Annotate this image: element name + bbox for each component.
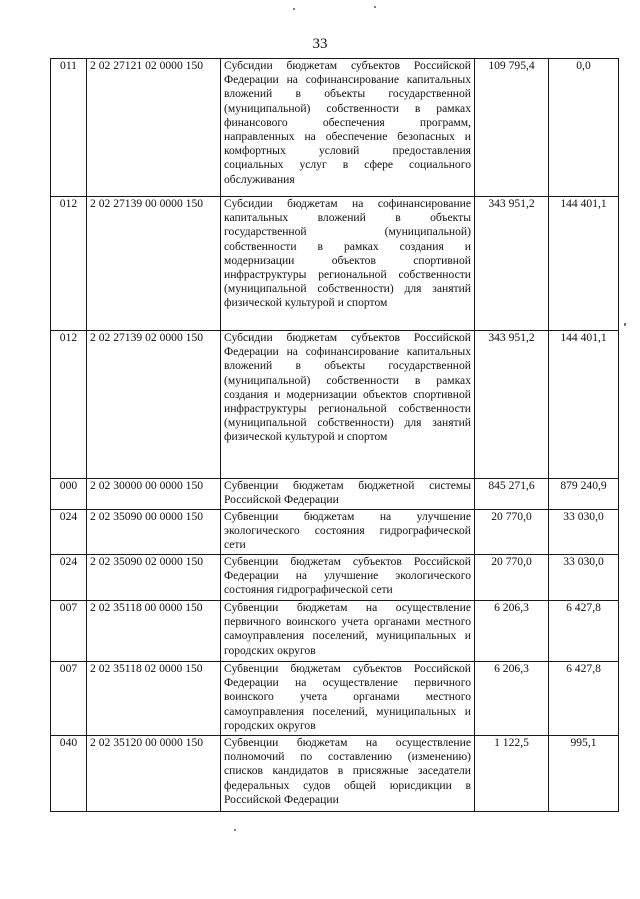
admin-code-cell: 011 <box>51 59 87 197</box>
income-name-cell: Субвенции бюджетам на осуществление первичного воинского учета органами местного самоуправления поселений, муниципальных и городских округов <box>221 601 475 662</box>
admin-code-cell: 007 <box>51 601 87 662</box>
amount-year1-cell: 20 770,0 <box>475 510 549 555</box>
budget-code-cell: 2 02 35118 02 0000 150 <box>87 662 221 736</box>
amount-year1-cell: 845 271,6 <box>475 479 549 510</box>
scan-speck <box>234 829 236 831</box>
table-row <box>51 510 619 555</box>
table-row <box>51 601 619 662</box>
budget-table <box>50 58 619 812</box>
admin-code-cell: 012 <box>51 197 87 331</box>
table-row <box>51 331 619 479</box>
table-row <box>51 197 619 331</box>
budget-code-cell: 2 02 27121 02 0000 150 <box>87 59 221 197</box>
admin-code-cell: 012 <box>51 331 87 479</box>
amount-year1-cell: 6 206,3 <box>475 662 549 736</box>
admin-code-cell: 040 <box>51 736 87 812</box>
amount-year1-cell: 20 770,0 <box>475 555 549 601</box>
amount-year2-cell: 6 427,8 <box>549 601 619 662</box>
budget-code-cell: 2 02 35120 00 0000 150 <box>87 736 221 812</box>
amount-year2-cell: 144 401,1 <box>549 197 619 331</box>
table-row <box>51 59 619 197</box>
amount-year2-cell: 995,1 <box>549 736 619 812</box>
income-name-cell: Субвенции бюджетам на осуществление полномочий по составлению (изменению) списков кандидатов в присяжные заседатели федеральных судов общей юрисдикции в Российской Федерации <box>221 736 475 812</box>
table-row <box>51 736 619 812</box>
income-name-cell: Субсидии бюджетам субъектов Российской Федерации на софинансирование капитальных вложений в объекты государственной (муниципальной) собственности в рамках финансового обеспечения программ, направленных на обеспечение безопасных и комфортных условий предоставления социальных услуг в сфере социального обслуживания <box>221 59 475 197</box>
budget-code-cell: 2 02 30000 00 0000 150 <box>87 479 221 510</box>
budget-code-cell: 2 02 35090 02 0000 150 <box>87 555 221 601</box>
budget-code-cell: 2 02 35118 00 0000 150 <box>87 601 221 662</box>
amount-year2-cell: 0,0 <box>549 59 619 197</box>
budget-code-cell: 2 02 27139 00 0000 150 <box>87 197 221 331</box>
amount-year2-cell: 6 427,8 <box>549 662 619 736</box>
admin-code-cell: 024 <box>51 510 87 555</box>
admin-code-cell: 024 <box>51 555 87 601</box>
admin-code-cell: 007 <box>51 662 87 736</box>
amount-year1-cell: 109 795,4 <box>475 59 549 197</box>
table-row <box>51 479 619 510</box>
income-name-cell: Субвенции бюджетам на улучшение экологического состояния гидрографической сети <box>221 510 475 555</box>
income-name-cell: Субвенции бюджетам бюджетной системы Российской Федерации <box>221 479 475 510</box>
table-row <box>51 555 619 601</box>
income-name-cell: Субсидии бюджетам на софинансирование капитальных вложений в объекты государственной (муниципальной) собственности в рамках создания и модернизации объектов спортивной инфраструктуры региональной собственности (муниципальной собственности) для занятий физической культурой и спортом <box>221 197 475 331</box>
table-row <box>51 662 619 736</box>
page-number: 33 <box>312 36 328 52</box>
income-name-cell: Субвенции бюджетам субъектов Российской Федерации на улучшение экологического состояния гидрографической сети <box>221 555 475 601</box>
amount-year2-cell: 33 030,0 <box>549 555 619 601</box>
scan-speck <box>374 6 376 8</box>
budget-code-cell: 2 02 35090 00 0000 150 <box>87 510 221 555</box>
amount-year2-cell: 33 030,0 <box>549 510 619 555</box>
amount-year2-cell: 879 240,9 <box>549 479 619 510</box>
amount-year2-cell: 144 401,1 <box>549 331 619 479</box>
admin-code-cell: 000 <box>51 479 87 510</box>
amount-year1-cell: 6 206,3 <box>475 601 549 662</box>
income-name-cell: Субвенции бюджетам субъектов Российской Федерации на осуществление первичного воинского учета органами местного самоуправления поселений, муниципальных и городских округов <box>221 662 475 736</box>
income-name-cell: Субсидии бюджетам субъектов Российской Федерации на софинансирование капитальных вложений в объекты государственной (муниципальной) собственности в рамках создания и модернизации объектов спортивной инфраструктуры региональной собственности (муниципальной собственности) для занятий физической культурой и спортом <box>221 331 475 479</box>
scan-speck <box>624 323 626 326</box>
amount-year1-cell: 343 951,2 <box>475 197 549 331</box>
scan-speck <box>293 8 295 10</box>
amount-year1-cell: 1 122,5 <box>475 736 549 812</box>
amount-year1-cell: 343 951,2 <box>475 331 549 479</box>
budget-code-cell: 2 02 27139 02 0000 150 <box>87 331 221 479</box>
